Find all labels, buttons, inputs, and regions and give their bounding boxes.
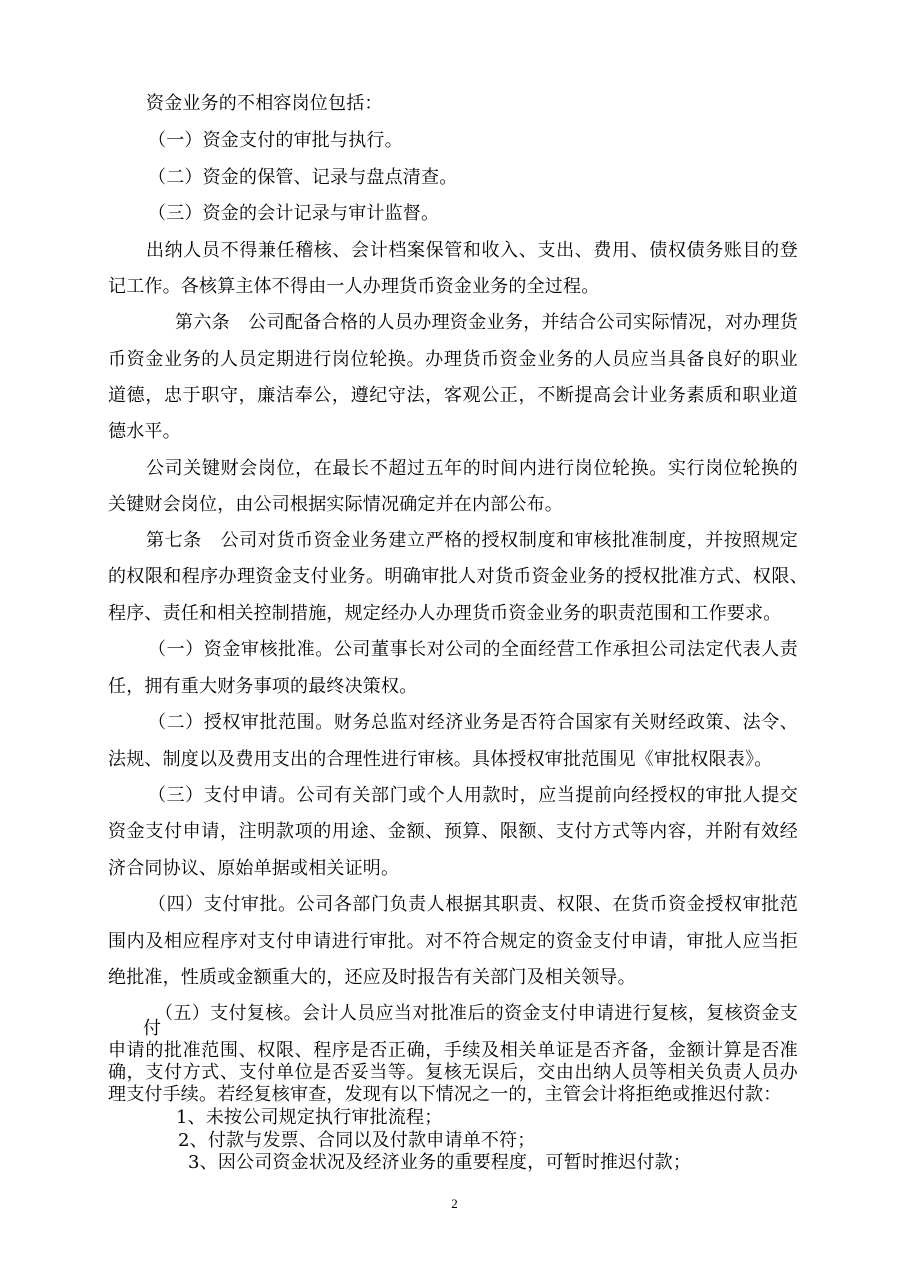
numbered-item-1: 1、未按公司规定执行审批流程； [176,1107,443,1129]
article-7-line: 的权限和程序办理资金支付业务。明确审批人对货币资金业务的授权批准方式、权限、 [108,566,808,587]
paragraph-line: 关键财会岗位，由公司根据实际情况确定并在内部公布。 [108,494,563,515]
paragraph-line: 公司关键财会岗位，在最长不超过五年的时间内进行岗位轮换。实行岗位轮换的 [146,458,798,479]
numbered-item-3: 3、因公司资金状况及经济业务的重要程度，可暂时推迟付款； [188,1152,692,1174]
article-6-line: 道德，忠于职守，廉洁奉公，遵纪守法，客观公正，不断提高会计业务素质和职业道 [108,385,798,406]
article-7-line: 第七条 公司对货币资金业务建立严格的授权制度和审核批准制度，并按照规定 [146,530,798,551]
article-6-line: 德水平。 [108,421,181,442]
list-item-1: （一）资金支付的审批与执行。 [148,130,403,151]
numbered-item-2: 2、付款与发票、合同以及付款申请单不符； [178,1130,536,1152]
item-approval-line: （一）资金审核批准。公司董事长对公司的全面经营工作承担公司法定代表人责 [148,639,798,660]
item-review-line: 理支付手续。若经复核审查，发现有以下情况之一的，主管会计将拒绝或推迟付款： [108,1084,782,1106]
item-payment-approval-line: 围内及相应程序对支付申请进行审批。对不符合规定的资金支付申请，审批人应当拒 [108,931,798,952]
item-review-line: 申请的批准范围、权限、程序是否正确，手续及相关单证是否齐备，金额计算是否准 [108,1039,798,1061]
item-application-line: 资金支付申请，注明款项的用途、金额、预算、限额、支付方式等内容，并附有效经 [108,821,798,842]
item-application-line: （三）支付申请。公司有关部门或个人用款时，应当提前向经授权的审批人提交 [148,785,798,806]
item-review-line: （五）支付复核。会计人员应当对批准后的资金支付申请进行复核，复核资金支 [155,1003,798,1024]
intro-line: 资金业务的不相容岗位包括： [146,93,383,114]
article-6-line: 币资金业务的人员定期进行岗位轮换。办理货币资金业务的人员应当具备良好的职业 [108,349,798,370]
item-review-line: 确，支付方式、支付单位是否妥当等。复核无误后，交由出纳人员等相关负责人员办 [108,1061,798,1083]
item-payment-approval-line: 绝批准，性质或金额重大的，还应及时报告有关部门及相关领导。 [108,967,636,988]
item-payment-approval-line: （四）支付审批。公司各部门负责人根据其职责、权限、在货币资金授权审批范 [148,894,798,915]
article-6-line: 第六条 公司配备合格的人员办理资金业务，并结合公司实际情况，对办理货 [175,312,798,333]
item-scope-line: （二）授权审批范围。财务总监对经济业务是否符合国家有关财经政策、法令、 [148,712,798,733]
list-item-3: （三）资金的会计记录与审计监督。 [148,203,440,224]
item-review-line: 付 [143,1017,162,1039]
item-application-line: 济合同协议、原始单据或相关证明。 [108,858,400,879]
page-number: 2 [451,1196,458,1211]
list-item-2: （二）资金的保管、记录与盘点清查。 [148,167,458,188]
item-scope-line: 法规、制度以及费用支出的合理性进行审核。具体授权审批范围见《审批权限表》。 [108,749,773,770]
article-7-line: 程序、责任和相关控制措施，规定经办人办理货币资金业务的职责范围和工作要求。 [108,603,782,624]
paragraph-line: 记工作。各核算主体不得由一人办理货币资金业务的全过程。 [108,276,600,297]
item-approval-line: 任，拥有重大财务事项的最终决策权。 [108,676,418,697]
paragraph-line: 出纳人员不得兼任稽核、会计档案保管和收入、支出、费用、债权债务账目的登 [146,240,798,261]
